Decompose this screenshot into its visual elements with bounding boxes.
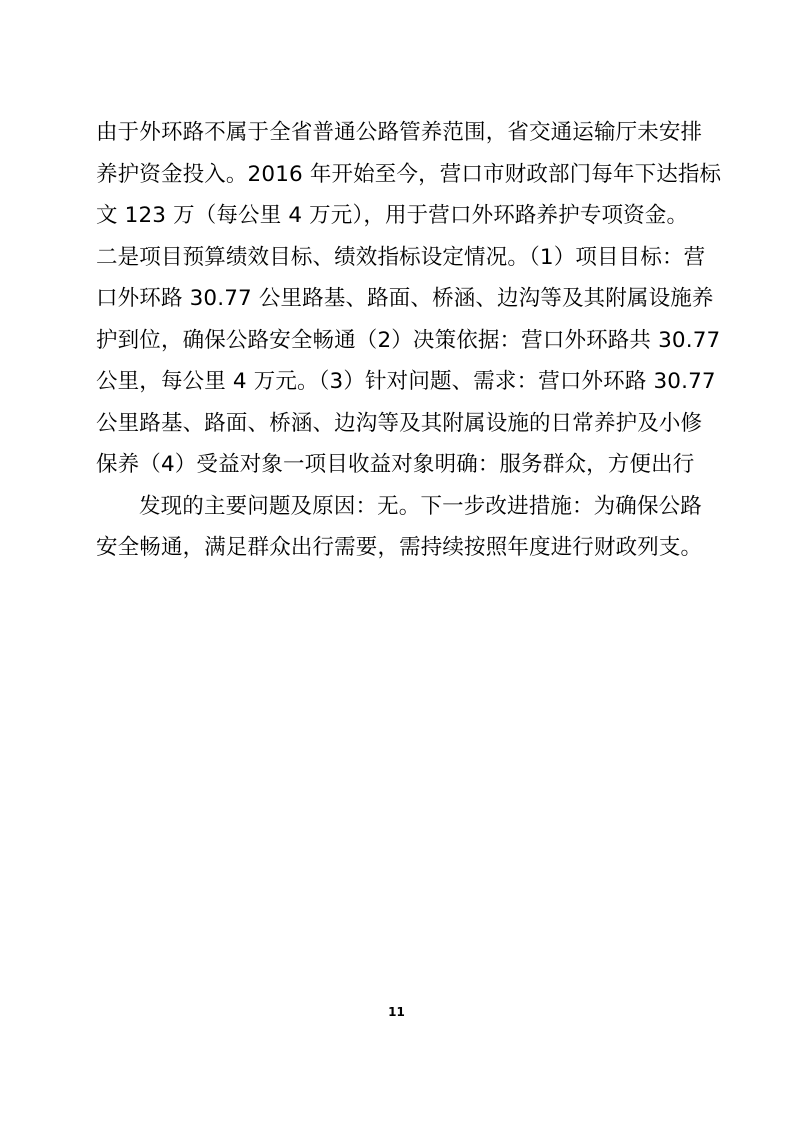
text-line: 护到位，确保公路安全畅通（2）决策依据：营口外环路共 30.77 (96, 327, 721, 353)
text-line: 公里，每公里 4 万元。（3）针对问题、需求：营口外环路 30.77 (96, 369, 716, 394)
body-text (96, 112, 722, 569)
text-line: 保养（4）受益对象一项目收益对象明确：服务群众，方便出行 (96, 452, 695, 477)
text-line: 公里路基、路面、桥涵、边沟等及其附属设施的日常养护及小修 (96, 410, 703, 436)
text-line: 二是项目预算绩效目标、绩效指标设定情况。（1）项目目标：营 (96, 244, 706, 270)
text-line: 养护资金投入。2016 年开始至今，营口市财政部门每年下达指标 (96, 161, 722, 187)
text-line: 口外环路 30.77 公里路基、路面、桥涵、边沟等及其附属设施养 (96, 286, 714, 311)
paragraph-start-line: 发现的主要问题及原因：无。下一步改进措施：为确保公路 (139, 493, 702, 519)
text-line: 安全畅通，满足群众出行需要，需持续按照年度进行财政列支。 (96, 535, 703, 560)
text-line: 由于外环路不属于全省普通公路管养范围，省交通运输厅未安排 (96, 120, 703, 145)
page-number: 11 (388, 1005, 405, 1019)
text-line: 文 123 万（每公里 4 万元），用于营口外环路养护专项资金。 (96, 203, 689, 228)
